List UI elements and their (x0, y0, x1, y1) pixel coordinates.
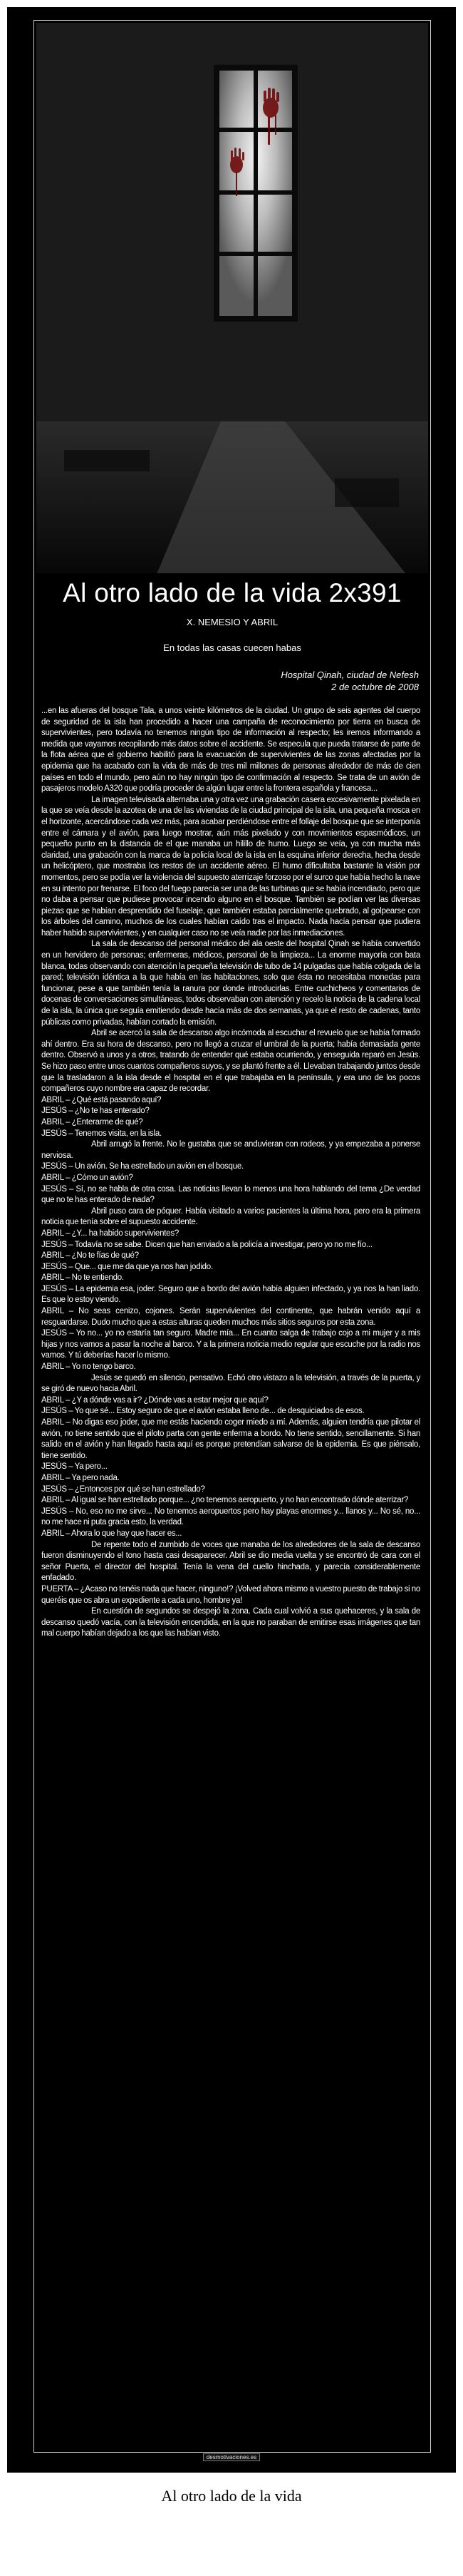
story-paragraph: ABRIL – No seas cenizo, cojones. Serán supervivientes del continente, que habrán venido aquí a resguardarse. Dudo mucho que a estas alturas queden muchos más sitios seguros por esta zona. (41, 1307, 420, 1327)
story-paragraph: ABRIL – Ya pero nada. (41, 1473, 120, 1482)
story-paragraph: Jesús se quedó en silencio, pensativo. Echó otro vistazo a la televisión, a través de la puerta, y se giró de nuevo hacia Abril. (41, 1373, 420, 1394)
story-paragraph: ABRIL – ¿Y... ha habido supervivientes? (41, 1228, 179, 1238)
poster-frame (33, 20, 431, 2453)
poster-caption: Al otro lado de la vida (161, 2487, 302, 2505)
story-paragraph: Abril se acercó la sala de descanso algo incómoda al escuchar el revuelo que se había formado ahí dentro. Era su hora de descanso, pero no llegó a cruzar el umbral de la puerta; había demasiada gente dentro. Observó a unos y a otros, tratando de entender qué estaba ocurriendo, y enseguida reparó en Jesús. Se hizo paso entre unos cuantos compañeros suyos, y se plantó frente a él. Llevaban trabajando juntos desde que la trasladaron a la isla desde el hospital en el que trabajaba en la península, y era uno de los pocos compañeros cuyo nombre era capaz de recordar. (41, 1029, 420, 1094)
story-paragraph: ABRIL – No te entiendo. (41, 1273, 124, 1283)
poster-title: Al otro lado de la vida 2x391 (63, 578, 402, 607)
story-paragraph: JESÚS – Todavía no se sabe. Dicen que han enviado a la policía a investigar, pero yo no me fío... (41, 1240, 373, 1249)
story-paragraph: JESÚS – La epidemia esa, joder. Seguro que a bordo del avión había alguien infectado, y ya nos la han liado. Es que lo estoy viendo. (41, 1284, 420, 1305)
story-paragraph: PUERTA – ¿Acaso no tenéis nada que hacer, ninguno!? ¡Volved ahora mismo a vuestro puesto de trabajo si no queréis que os abra un expediente a cada uno, hombre ya! (41, 1584, 421, 1605)
poster-subtitle: En todas las casas cuecen habas (163, 642, 301, 653)
story-paragraph: En cuestión de segundos se despejó la zona. Cada cual volvió a sus quehaceres, y la sala de descanso quedó vacía, con la televisión encendida, en la que no paraban de emitirse esas imágenes que tan mal cuerpo habían dejado a los que las habían visto. (41, 1607, 420, 1638)
story-paragraph: ABRIL – ¿Qué está pasando aquí? (41, 1095, 162, 1104)
story-paragraph: JESÚS – Yo no... yo no estaría tan seguro. Madre mía... En cuanto salga de trabajo cojo a mi mujer y a mis hijas y nos vamos a pasar la noche al barco. Y a la primera noticia medio regular que escuche por la radio nos vamos. Y tú deberías hacer lo mismo. (41, 1329, 420, 1360)
story-date: 2 de octubre de 2008 (331, 682, 419, 692)
story-paragraph: ABRIL – Yo no tengo barco. (41, 1363, 136, 1372)
story-paragraph: JESÚS – Yo que sé... Estoy seguro de que el avión estaba lleno de... de desquiciados de esos. (41, 1407, 365, 1416)
poster-author: X. NEMESIO Y ABRIL (186, 617, 279, 627)
story-paragraph: JESÚS – Que... que me da que ya nos han jodido. (41, 1262, 213, 1271)
story-paragraph: ...en las afueras del bosque Tala, a unos veinte kilómetros de la ciudad. Un grupo de seis agentes del cuerpo de seguridad de la isla han procedido a hacer una campaña de reconocimiento por tierra en busca de supervivientes, pero todavía no tenemos ningún tipo de información al respecto; les iremos informando a medida que vayamos recopilando más datos sobre el accidente. Se especula que pueda tratarse de parte de la flota aérea que el gobierno habilitó para la evacuación de supervivientes de las zonas afectadas por la epidemia que ha acabado con la vida de más de tres mil millones de personas alrededor de más de cien países en todo el mundo, pero aún no hay ningún tipo de confirmación al respecto. Se trata de un avión de pasajeros modelo A320 que podría proceder de algún lugar entre la frontera española y francesa... (41, 707, 420, 794)
story-paragraph: La imagen televisada alternaba una y otra vez una grabación casera excesivamente pixelada en la que se veía desde la azotea de una de las viviendas de la ciudad principal de la isla, una pequeña mosca en el horizonte, acercándose cada vez más, para acabar perdiéndose entre el follaje del bosque que se interponía entre el cámara y el avión, para luego mostrar, aún más pixelado y con movimientos espasmódicos, un pequeño punto en la distancia de el que manaba un hilillo de humo. Luego se veía, ya con mucha más claridad, una grabación con la marca de la policía local de la isla en la esquina inferior derecha, hecha desde un helicóptero, que mostraba los restos de un accidente aéreo. El humo dificultaba bastante la visión por momentos, pero se podía ver la violencia del supuesto aterrizaje forzoso por el surco que había hecho la nave en su intento por frenarse. El foco del fuego parecía ser una de las turbinas que se había incendiado, pero que no daba a pensar que pudiese provocar incendio alguno en el bosque. También se podían ver las diversas piezas que se habían desprendido del fuselaje, que también estaba parcialmente quebrado, al golpearse con los árboles del camino, muchos de los cuales habían caído tras el impacto. Nada hacía pensar que pudiera haber habido supervivientes, y en cualquier caso no se veía nadie por las inmediaciones. (41, 795, 420, 938)
story-place: Hospital Qinah, ciudad de Nefesh (281, 669, 419, 680)
story-paragraph: ABRIL – ¿No te fías de qué? (41, 1251, 139, 1261)
story-paragraph: JESÚS – Ya pero... (41, 1462, 108, 1472)
story-paragraph: JESÚS – Sí, no se habla de otra cosa. Las noticias llevan lo menos una hora hablando del tema ¿De verdad que no te has enterado de nada? (41, 1184, 420, 1205)
watermark-text: desmotivaciones.es (203, 2453, 260, 2461)
story-paragraph: ABRIL – ¿Y a dónde vas a ir? ¿Dónde vas a estar mejor que aquí? (41, 1395, 269, 1405)
story-paragraph: JESÚS – Tenemos visita, en la isla. (41, 1129, 162, 1138)
story-paragraph: ABRIL – ¿Cómo un avión? (41, 1173, 133, 1182)
story-paragraph: Abril arrugó la frente. No le gustaba que se anduvieran con rodeos, y ya empezaba a ponerse nerviosa. (41, 1140, 420, 1160)
story-paragraph: JESÚS – ¿No te has enterado? (41, 1107, 150, 1116)
story-paragraph: La sala de descanso del personal médico del ala oeste del hospital Qinah se había convertido en un hervidero de personas; enfermeras, médicos, personal de la limpieza... La enorme mayoría con bata blanca, todas observando con atención la pequeña televisión de tubo de 14 pulgadas que había colgada de la pared; televisión idéntica a la que había en las habitaciones, solo que ésta no necesitaba monedas para funcionar, pese a que también tenía la ranura por donde introducirlas. Entre cuchicheos y comentarios de docenas de conversaciones simultáneas, todos observaban con atención y recelo la noticia de la cadena local de la isla, la única que seguía emitiendo desde hacía más de dos semanas, ya que el resto de cadenas, tanto públicas como privadas, habían cortado la emisión. (41, 940, 420, 1027)
story-paragraph: ABRIL – Ahora lo que hay que hacer es... (41, 1529, 182, 1538)
haunted-window-photo (36, 22, 429, 574)
story-paragraph: ABRIL – No digas eso joder, que me estás haciendo coger miedo a mí. Además, alguien tendría que pilotar el avión, no tiene sentido que el piloto parta con gente enferma a bordo. No tiene sentido, sencillamente. Si han salido en el avión y han llegado hasta aquí es porque pretendían salvarse de la epidemia. Es que piénsalo, tiene sentido. (41, 1418, 420, 1460)
story-paragraph: JESÚS – Un avión. Se ha estrellado un avión en el bosque. (41, 1162, 244, 1171)
story-paragraph: Abril puso cara de póquer. Había visitado a varios pacientes la última hora, pero era la primera noticia que tenía sobre el supuesto accidente. (41, 1206, 420, 1227)
story-paragraph: JESÚS – ¿Entonces por qué se han estrellado? (41, 1484, 205, 1494)
story-body (41, 706, 420, 1640)
poster (7, 7, 456, 2473)
story-paragraph: ABRIL – Al igual se han estrellado porque... ¿no tenemos aeropuerto, y no han encontrado dónde aterrizar? (41, 1496, 409, 1505)
story-paragraph: De repente todo el zumbido de voces que manaba de los alrededores de la sala de descanso fueron disminuyendo el tono hasta casi desaparecer. Abril se dio media vuelta y se encontró de cara con el señor Puerta, el director del hospital. Tenía la vena del cuello hinchada, y parecía considerablemente enfadado. (41, 1540, 420, 1583)
haunted-window-image (36, 22, 429, 574)
story-paragraph: ABRIL – ¿Enterarme de qué? (41, 1117, 143, 1127)
story-paragraph: JESÚS – No, eso no me sirve... No tenemos aeropuertos pero hay playas enormes y... llanos y... No sé, no... no me hace ni puta gracia esto, la verdad. (41, 1507, 420, 1527)
site-watermark (7, 2454, 456, 2460)
